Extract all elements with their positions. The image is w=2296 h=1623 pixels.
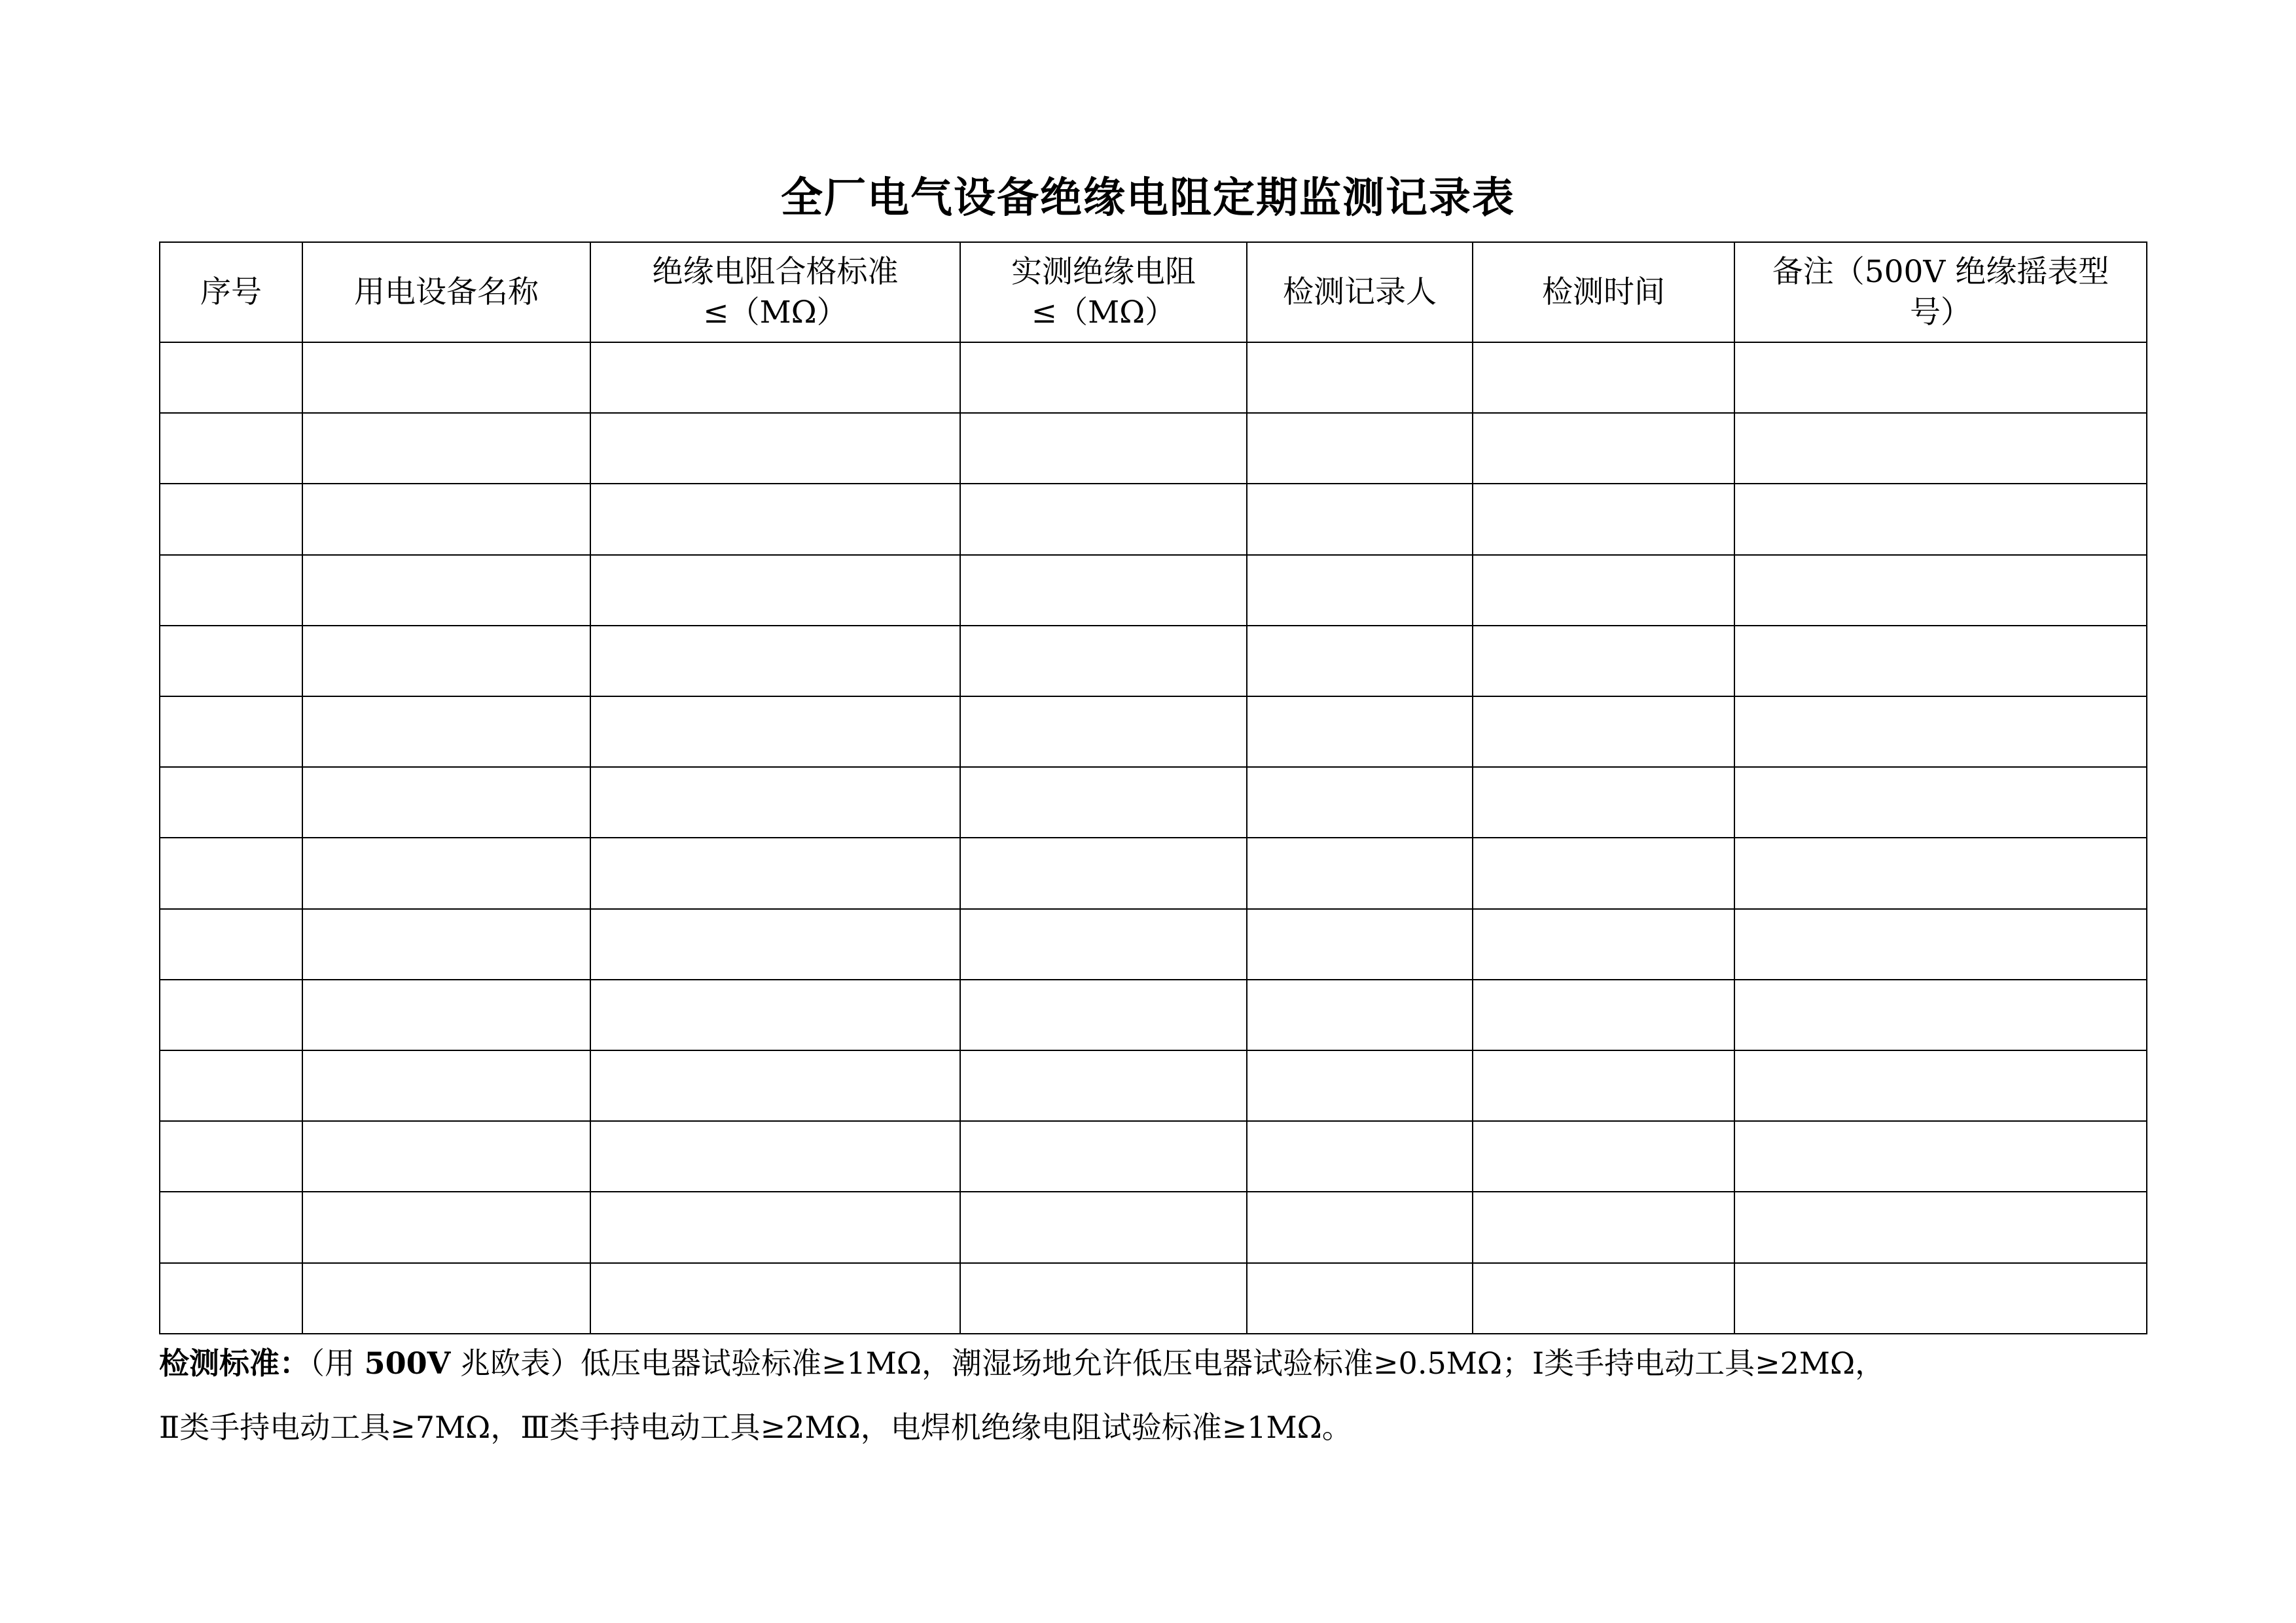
table-row bbox=[160, 342, 2147, 413]
table-cell[interactable] bbox=[160, 1121, 302, 1192]
table-cell[interactable] bbox=[1734, 1263, 2147, 1334]
table-cell[interactable] bbox=[960, 342, 1247, 413]
table-cell[interactable] bbox=[960, 1121, 1247, 1192]
table-header-row bbox=[160, 242, 2147, 342]
table-cell[interactable] bbox=[1734, 342, 2147, 413]
table-cell[interactable] bbox=[1473, 413, 1734, 484]
table-cell[interactable] bbox=[1473, 767, 1734, 838]
table-cell[interactable] bbox=[1473, 909, 1734, 980]
table-cell[interactable] bbox=[960, 1192, 1247, 1262]
insulation-record-table bbox=[159, 241, 2147, 1334]
table-cell[interactable] bbox=[160, 484, 302, 554]
table-cell[interactable] bbox=[302, 767, 590, 838]
table-cell[interactable] bbox=[1473, 696, 1734, 767]
table-cell[interactable] bbox=[1734, 767, 2147, 838]
table-cell[interactable] bbox=[1473, 342, 1734, 413]
standard-note-line-2: Ⅱ类手持电动工具≥7MΩ，Ⅲ类手持电动工具≥2MΩ，电焊机绝缘电阻试验标准≥1MΩ。 bbox=[159, 1410, 1352, 1445]
table-cell[interactable] bbox=[160, 980, 302, 1050]
table-cell[interactable] bbox=[302, 1050, 590, 1121]
table-cell[interactable] bbox=[590, 626, 960, 696]
table-cell[interactable] bbox=[160, 838, 302, 908]
table-cell[interactable] bbox=[160, 1263, 302, 1334]
table-cell[interactable] bbox=[960, 1050, 1247, 1121]
table-cell[interactable] bbox=[1247, 555, 1473, 626]
table-cell[interactable] bbox=[160, 555, 302, 626]
table-cell[interactable] bbox=[1247, 342, 1473, 413]
table-cell[interactable] bbox=[1734, 413, 2147, 484]
table-cell[interactable] bbox=[590, 555, 960, 626]
header-inspection-time bbox=[1473, 242, 1734, 342]
table-cell[interactable] bbox=[590, 342, 960, 413]
table-row bbox=[160, 413, 2147, 484]
table-row bbox=[160, 1121, 2147, 1192]
table-cell[interactable] bbox=[960, 767, 1247, 838]
table-cell[interactable] bbox=[302, 696, 590, 767]
table-cell[interactable] bbox=[1473, 626, 1734, 696]
table-cell[interactable] bbox=[960, 484, 1247, 554]
table-row bbox=[160, 555, 2147, 626]
table-cell[interactable] bbox=[302, 838, 590, 908]
header-measured-resistance bbox=[960, 242, 1247, 342]
table-cell[interactable] bbox=[1247, 1121, 1473, 1192]
table-cell[interactable] bbox=[1247, 413, 1473, 484]
table-cell[interactable] bbox=[160, 696, 302, 767]
standard-voltage: 500V bbox=[364, 1346, 451, 1381]
table-cell[interactable] bbox=[302, 1263, 590, 1334]
table-cell[interactable] bbox=[1734, 1121, 2147, 1192]
header-label: 用电设备名称 bbox=[354, 274, 539, 310]
header-label: 绝缘电阻合格标准 bbox=[652, 253, 899, 290]
table-row bbox=[160, 838, 2147, 908]
table-cell[interactable] bbox=[1247, 1050, 1473, 1121]
table-cell[interactable] bbox=[302, 909, 590, 980]
table-cell[interactable] bbox=[1247, 1263, 1473, 1334]
table-row bbox=[160, 980, 2147, 1050]
table-cell[interactable] bbox=[1247, 696, 1473, 767]
table-cell[interactable] bbox=[590, 909, 960, 980]
table-cell[interactable] bbox=[590, 1121, 960, 1192]
table-cell[interactable] bbox=[960, 626, 1247, 696]
table-cell[interactable] bbox=[1247, 484, 1473, 554]
table-cell[interactable] bbox=[302, 980, 590, 1050]
table-cell[interactable] bbox=[160, 1192, 302, 1262]
table-cell[interactable] bbox=[960, 838, 1247, 908]
table-cell[interactable] bbox=[302, 484, 590, 554]
table-cell[interactable] bbox=[1473, 1263, 1734, 1334]
table-cell[interactable] bbox=[1247, 1192, 1473, 1262]
table-cell[interactable] bbox=[302, 626, 590, 696]
table-row bbox=[160, 626, 2147, 696]
table-cell[interactable] bbox=[1247, 909, 1473, 980]
table-cell[interactable] bbox=[960, 1263, 1247, 1334]
table-cell[interactable] bbox=[1734, 555, 2147, 626]
table-cell[interactable] bbox=[1734, 838, 2147, 908]
standard-text: 兆欧表）低压电器试验标准≥1MΩ，潮湿场地允许低压电器试验标准≥0.5MΩ；Ⅰ类手持电动工具≥2MΩ， bbox=[450, 1346, 1886, 1381]
header-serial-number bbox=[160, 242, 302, 342]
table-cell[interactable] bbox=[1247, 767, 1473, 838]
table-cell[interactable] bbox=[1247, 838, 1473, 908]
standard-paren-open: （用 bbox=[310, 1346, 365, 1381]
header-label: 备注（500V 绝缘摇表型 bbox=[1772, 253, 2109, 290]
table-cell[interactable] bbox=[1734, 484, 2147, 554]
table-cell[interactable] bbox=[1734, 909, 2147, 980]
table-body bbox=[160, 342, 2147, 1334]
table-cell[interactable] bbox=[1473, 555, 1734, 626]
table-cell[interactable] bbox=[302, 1121, 590, 1192]
header-unit: ≤（MΩ） bbox=[703, 294, 848, 330]
table-row bbox=[160, 484, 2147, 554]
standard-note-line-1 bbox=[159, 1345, 2175, 1382]
table-cell[interactable] bbox=[160, 909, 302, 980]
table-cell[interactable] bbox=[960, 909, 1247, 980]
header-inspector bbox=[1247, 242, 1473, 342]
table-cell[interactable] bbox=[1247, 626, 1473, 696]
table-cell[interactable] bbox=[590, 413, 960, 484]
table-cell[interactable] bbox=[590, 1192, 960, 1262]
table-cell[interactable] bbox=[1247, 980, 1473, 1050]
table-row bbox=[160, 909, 2147, 980]
table-cell[interactable] bbox=[590, 1050, 960, 1121]
table-cell[interactable] bbox=[160, 626, 302, 696]
document-title: 全厂电气设备绝缘电阻定期监测记录表 bbox=[781, 173, 1515, 223]
table-cell[interactable] bbox=[1473, 484, 1734, 554]
table-cell[interactable] bbox=[1734, 1192, 2147, 1262]
table-cell[interactable] bbox=[960, 413, 1247, 484]
table-row bbox=[160, 767, 2147, 838]
header-label: 检测记录人 bbox=[1283, 274, 1437, 310]
header-label: 检测时间 bbox=[1542, 274, 1665, 310]
header-equipment-name bbox=[302, 242, 590, 342]
header-remarks bbox=[1734, 242, 2147, 342]
table-cell[interactable] bbox=[1473, 838, 1734, 908]
table-row bbox=[160, 1192, 2147, 1262]
table-cell[interactable] bbox=[1473, 980, 1734, 1050]
table-cell[interactable] bbox=[160, 767, 302, 838]
table-cell[interactable] bbox=[160, 342, 302, 413]
table-cell[interactable] bbox=[160, 1050, 302, 1121]
table-cell[interactable] bbox=[590, 980, 960, 1050]
table-cell[interactable] bbox=[302, 555, 590, 626]
table-cell[interactable] bbox=[1473, 1192, 1734, 1262]
table-cell[interactable] bbox=[1734, 1050, 2147, 1121]
header-label: 实测绝缘电阻 bbox=[1011, 253, 1196, 290]
table-cell[interactable] bbox=[1734, 696, 2147, 767]
table-cell[interactable] bbox=[960, 696, 1247, 767]
table-cell[interactable] bbox=[1734, 980, 2147, 1050]
table-cell[interactable] bbox=[1473, 1050, 1734, 1121]
table-cell[interactable] bbox=[590, 767, 960, 838]
header-unit: ≤（MΩ） bbox=[1031, 294, 1176, 330]
header-label-continued: 号） bbox=[1910, 294, 1971, 330]
table-cell[interactable] bbox=[1473, 1121, 1734, 1192]
table-row bbox=[160, 1050, 2147, 1121]
table-cell[interactable] bbox=[590, 696, 960, 767]
table-cell[interactable] bbox=[302, 1192, 590, 1262]
table-cell[interactable] bbox=[960, 555, 1247, 626]
table-cell[interactable] bbox=[302, 342, 590, 413]
standard-label: 检测标准： bbox=[159, 1346, 310, 1381]
table-cell[interactable] bbox=[960, 980, 1247, 1050]
table-row bbox=[160, 696, 2147, 767]
header-qualified-standard bbox=[590, 242, 960, 342]
table-cell[interactable] bbox=[1734, 626, 2147, 696]
table-cell[interactable] bbox=[160, 413, 302, 484]
table-cell[interactable] bbox=[302, 413, 590, 484]
table-cell[interactable] bbox=[590, 1263, 960, 1334]
header-label: 序号 bbox=[200, 274, 262, 310]
table-cell[interactable] bbox=[590, 838, 960, 908]
table-cell[interactable] bbox=[590, 484, 960, 554]
table-row bbox=[160, 1263, 2147, 1334]
